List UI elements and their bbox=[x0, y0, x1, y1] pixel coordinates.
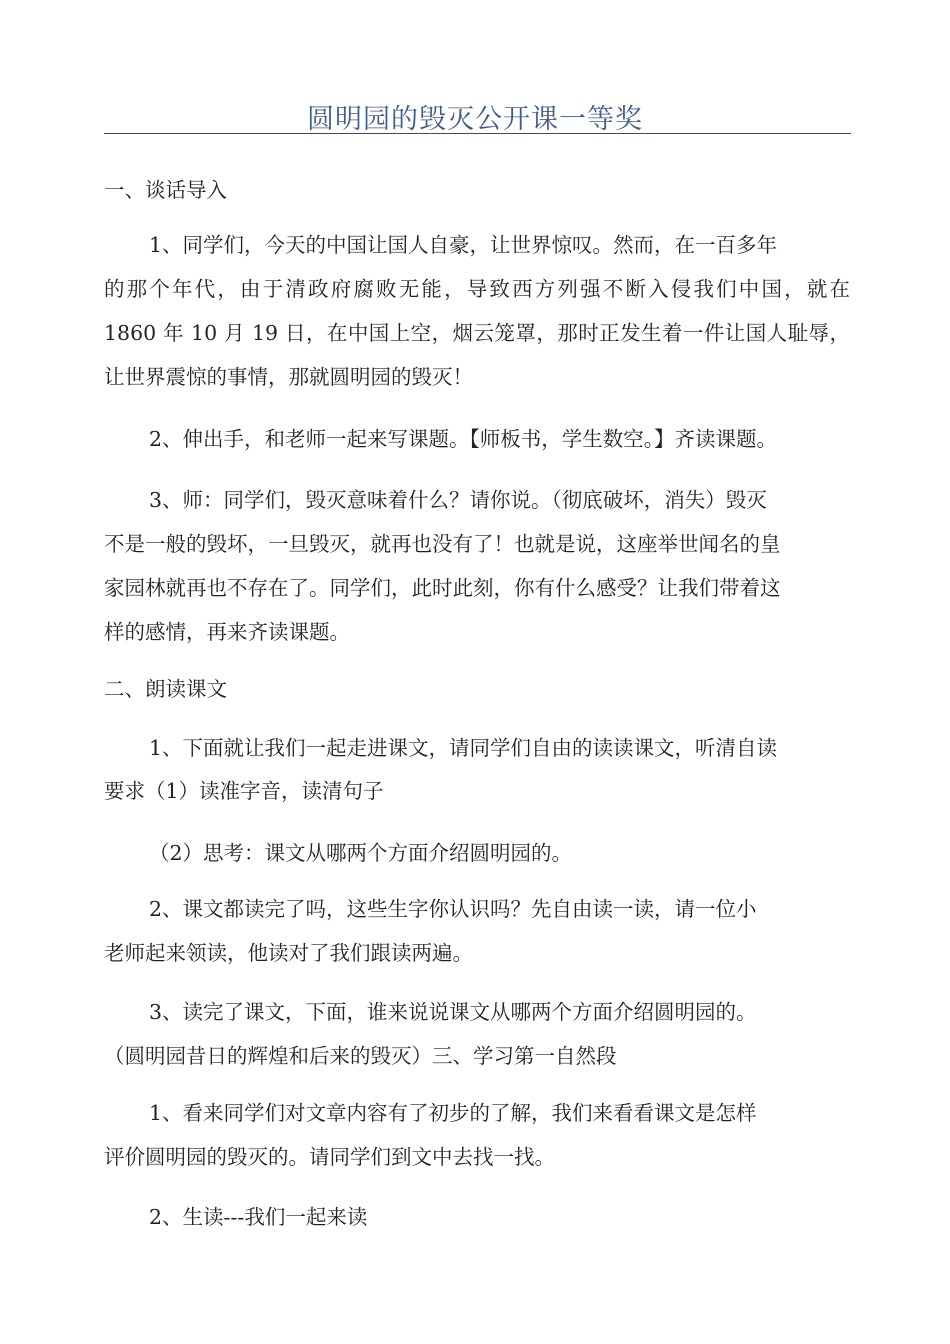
paragraph-line: 3、读完了课文，下面，谁来说说课文从哪两个方面介绍圆明园的。 bbox=[149, 1000, 757, 1024]
title-underline bbox=[104, 133, 851, 134]
paragraph-line: 1、下面就让我们一起走进课文，请同学们自由的读读课文，听清自读 bbox=[149, 736, 778, 760]
paragraph-line: 老师起来领读，他读对了我们跟读两遍。 bbox=[104, 941, 473, 965]
section-heading: 二、朗读课文 bbox=[104, 677, 227, 701]
paragraph-line: 2、伸出手，和老师一起来写课题。【师板书，学生数空。】齐读课题。 bbox=[149, 427, 778, 451]
paragraph-line: 2、生读---我们一起来读 bbox=[149, 1205, 368, 1229]
paragraph-line: 要求（1）读准字音，读清句子 bbox=[104, 779, 384, 803]
section-heading: 一、谈话导入 bbox=[104, 178, 227, 202]
paragraph-line: （圆明园昔日的辉煌和后来的毁灭）三、学习第一自然段 bbox=[104, 1044, 617, 1068]
paragraph-line: 3、师：同学们，毁灭意味着什么？请你说。（彻底破坏，消失）毁灭 bbox=[149, 488, 767, 512]
paragraph-line: 不是一般的毁坏，一旦毁灭，就再也没有了！也就是说，这座举世闻名的皇 bbox=[104, 532, 781, 556]
paragraph-line: 样的感情，再来齐读课题。 bbox=[104, 620, 350, 644]
paragraph-line: 1、看来同学们对文章内容有了初步的了解，我们来看看课文是怎样 bbox=[149, 1101, 757, 1125]
document-title: 圆明园的毁灭公开课一等奖 bbox=[307, 104, 643, 135]
paragraph-line: 评价圆明园的毁灭的。请同学们到文中去找一找。 bbox=[104, 1145, 555, 1169]
paragraph-line: 2、课文都读完了吗，这些生字你认识吗？先自由读一读，请一位小 bbox=[149, 897, 757, 921]
paragraph-line: 的那个年代，由于清政府腐败无能，导致西方列强不断入侵我们中国，就在 bbox=[104, 277, 850, 301]
paragraph-line: 1860 年 10 月 19 日，在中国上空，烟云笼罩，那时正发生着一件让国人耻辱， bbox=[104, 321, 850, 345]
paragraph-line: 1、同学们，今天的中国让国人自豪，让世界惊叹。然而，在一百多年 bbox=[149, 233, 778, 257]
paragraph-line: 家园林就再也不存在了。同学们，此时此刻，你有什么感受？让我们带着这 bbox=[104, 576, 781, 600]
paragraph-line: （2）思考：课文从哪两个方面介绍圆明园的。 bbox=[149, 841, 573, 865]
paragraph-line: 让世界震惊的事情，那就圆明园的毁灭！ bbox=[104, 365, 473, 389]
